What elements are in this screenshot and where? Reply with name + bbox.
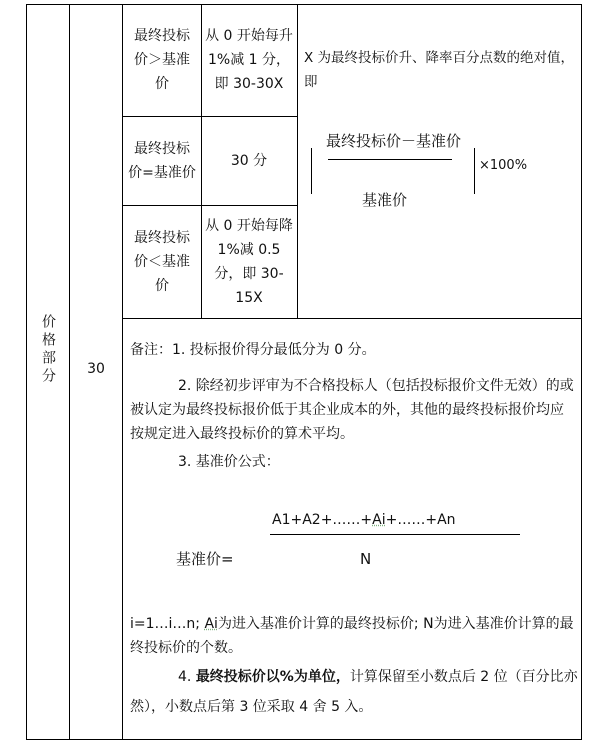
section-score: 30: [87, 361, 105, 377]
condition-below: 最终投标价＜基准价: [134, 230, 190, 294]
condition-equal: 最终投标价=基准价: [128, 141, 196, 181]
col-divider-3: [201, 4, 202, 318]
table-border-left: [26, 4, 27, 740]
table-border-top: [26, 4, 582, 5]
formula-left-bar: [311, 148, 312, 194]
note-i: i=1…i…n; Ai为进入基准价计算的最终投标价; N为进入基准价计算的最终投标价的个数。: [130, 616, 574, 656]
rule-above: 从 0 开始每升 1%减 1 分，即 30-30X: [205, 28, 293, 92]
section-label: 价格部分: [40, 314, 56, 386]
row-divider-3: [122, 318, 582, 319]
base-formula-label: 基准价=: [176, 550, 234, 568]
base-formula-numerator: A1+A2+……+Ai+……+An: [272, 512, 456, 528]
note-2: 2. 除经初步评审为不合格投标人（包括投标报价文件无效）的或被认定为最终投标报价低于其企业成本的外，其他的最终投标报价均应按规定进入最终投标价的算术平均。: [130, 378, 574, 442]
col-divider-2: [122, 4, 123, 740]
note-4: 4. 最终投标价以%为单位，计算保留至小数点后 2 位（百分比亦然），小数点后第 3 位采取 4 舍 5 入。: [130, 669, 578, 715]
base-formula-fraction-line: [270, 534, 520, 535]
note-3: 3. 基准价公式：: [178, 454, 280, 470]
row-divider-1: [122, 116, 298, 117]
rule-below: 从 0 开始每降 1%减 0.5 分，即 30-15X: [205, 218, 293, 306]
rule-equal: 30 分: [230, 153, 268, 169]
x-formula-numerator: 最终投标价－基准价: [326, 132, 462, 150]
condition-above: 最终投标价＞基准价: [134, 28, 190, 92]
x-formula-multiplier: ×100%: [479, 158, 528, 173]
note-1: 备注：1. 投标报价得分最低分为 0 分。: [130, 342, 376, 358]
base-formula-denominator: N: [360, 550, 372, 568]
table-border-bottom: [26, 739, 582, 740]
table-border-right: [581, 4, 582, 740]
x-formula-fraction-line: [328, 159, 452, 160]
row-divider-2: [122, 205, 298, 206]
formula-right-bar: [474, 148, 475, 194]
col-divider-4: [297, 4, 298, 318]
x-definition: X 为最终投标价升、降率百分点数的绝对值，即: [304, 50, 575, 90]
x-formula-denominator: 基准价: [362, 191, 408, 209]
